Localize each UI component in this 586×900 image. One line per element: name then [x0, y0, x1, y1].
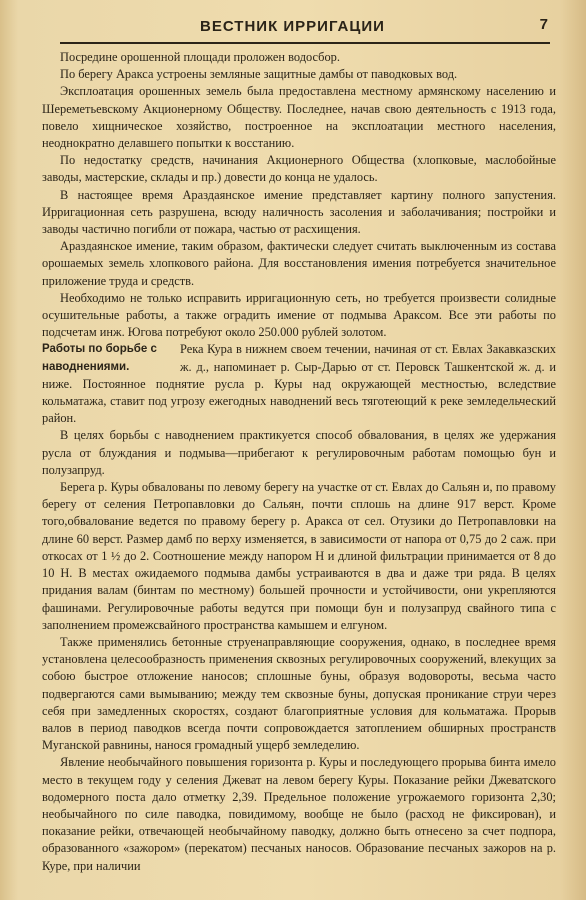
- article-body: [42, 49, 556, 875]
- paragraph: По недостатку средств, начинания Акционерного Общества (хлопковые, маслобойные заводы, мастерские, склады и пр.) довести до конца не удалось.: [42, 153, 556, 185]
- page-number: 7: [539, 16, 548, 33]
- paragraph: Эксплоатация орошенных земель была предоставлена местному армянскому населению и Шереметьевскому Акционерному Обществу. Последнее, начав свою деятельность с 1913 года, повело хищническое хозяйство, построенное на эксплоатации местного населения, неоднократно делавшего попытки к восстанию.: [42, 84, 556, 151]
- journal-title: ВЕСТНИК ИРРИГАЦИИ: [200, 18, 385, 35]
- running-header: [60, 16, 550, 44]
- paragraph: Явление необычайного повышения горизонта р. Куры и последующего прорыва бинта имело место в текущем году у селения Джеват на левом берегу Куры. Показание рейки Джеватского водомерного поста дало отметку 2,39. Предельное положение угрожаемого горизонта 2,30; необычайного по силе паводка, повидимому, вообще не было (расход не фиксирован), и показание рейки, отвечающей необычайному паводку, должно быть отнесено за счет подпора, образованного «зажором» (перекатом) песчаных наносов. Образование песчаных зажоров на р. Куре, при наличии: [42, 755, 556, 873]
- paragraph: Также применялись бетонные струенаправляющие сооружения, однако, в последнее время установлена целесообразность применения сквозных регулировочных сооружений, влекущих за собою быстрое отложение наносов; сплошные буны, образуя водовороты, весьма часто подвергаются сами вымыванию; между тем сквозные буны, допуская проникание струи через себя при замедленных скоростях, создают благоприятные условия для кольматажа. Прорыв валов в период паводков всегда почти сопровождается затоплением обширных пространств Муганской равнины, нанося громадный ущерб земледелию.: [42, 634, 556, 753]
- paragraph: Берега р. Куры обвалованы по левому берегу на участке от ст. Евлах до Сальян и, по правому берегу от селения Петропавловки до Сальян, почти сплошь на длине 917 верст. Кроме того,обвалование ведется по правому берегу р. Аракса от сел. Отузики до Петропавловки на длине 60 верст. Размер дамб по верху изменяется, в зависимости от напора от 0,75 до 2 саж. при откосах от 1 ½ до 2. Соотношение между напором Н и длиной фильтрации принимается от 8 до 10 Н. В местах ожидаемого подмыва дамбы устраиваются в два и даже три ряда. В целях придания валам (бинтам по местному) большей прочности и устойчивости, они укрепляются фашинами. Регулировочные работы ведутся при помощи бун и полузапруд свайного типа с заполнением промежсвайного пространства камышем и елгуном.: [42, 480, 556, 632]
- paragraph: По берегу Аракса устроены земляные защитные дамбы от паводковых вод.: [60, 67, 458, 82]
- section-flood-control: [42, 341, 556, 427]
- paragraph: Река Кура в нижнем своем течении, начиная от ст. Евлах Закавказских ж. д., напоминает р. Сыр-Дарью от ст. Перовск Ташкентской ж. д. и ниже. Постоянное поднятие русла р. Куры над окружающей местностью, вследствие кольматажа, ставит под угрозу ежегодных наводнений весь тяготеющий к реке земледельческий район.: [42, 342, 556, 426]
- paragraph: Необходимо не только исправить ирригационную сеть, но требуется произвести солидные осушительные работы, а также оградить имение от подмыва Араксом. Все эти работы по подсчетам инж. Югова потребуют около 250.000 рублей золотом.: [42, 290, 556, 340]
- paragraph: Араздаянское имение, таким образом, фактически следует считать выключенным из состава орошаемых земель хлопкового района. Для восстановления имения потребуется значительное приложение труда и средств.: [42, 239, 556, 288]
- paragraph: Посредине орошенной площади проложен водосбор.: [60, 50, 340, 64]
- paragraph: В настоящее время Араздаянское имение представляет картину полного запустения. Ирригационная сеть разрушена, всюду наличность засоления и заболачивания; постройки и заводы частично погибли от пожара, частью от расхищения.: [42, 187, 556, 237]
- paragraph: В целях борьбы с наводнением практикуется способ обвалования, в целях же удержания русла от блуждания и подмыва—прибегают к регулировочным работам помощью бун и полузапруд.: [42, 428, 556, 477]
- section-heading: Работы по борьбе с наводнениями.: [42, 343, 157, 373]
